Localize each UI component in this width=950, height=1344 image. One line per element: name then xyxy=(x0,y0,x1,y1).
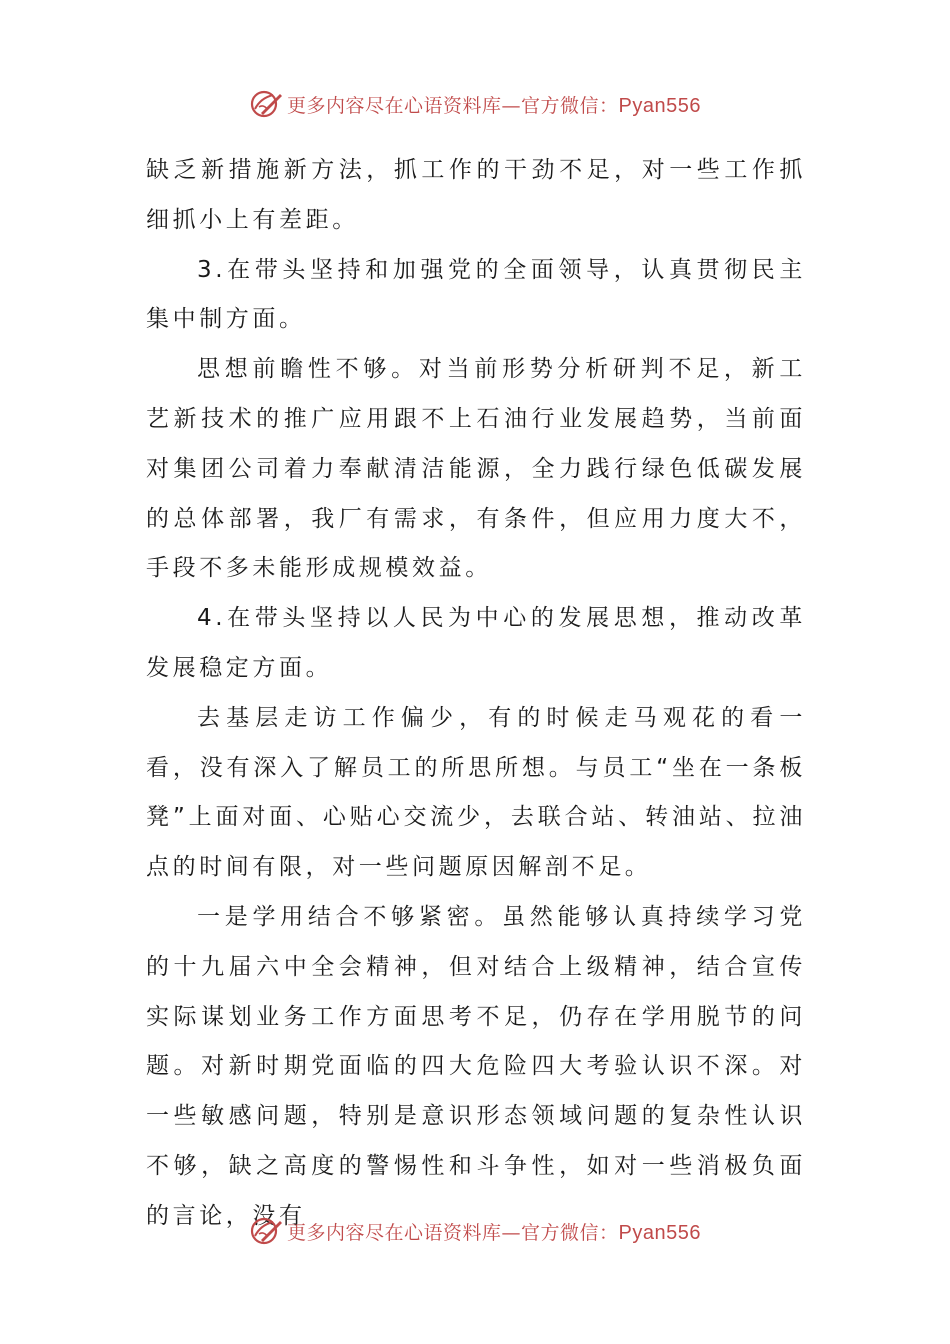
header-wechat-id: Pyan556 xyxy=(618,94,701,117)
paragraph: 思想前瞻性不够。对当前形势分析研判不足，新工艺新技术的推广应用跟不上石油行业发展趋势，当前面对集团公司着力奉献清洁能源，全力践行绿色低碳发展的总体部署，我厂有需求，有条件，但应用力度大不，手段不多未能形成规模效益。 xyxy=(146,356,806,582)
pen-logo-icon xyxy=(249,1214,283,1248)
footer-watermark xyxy=(0,1211,950,1251)
header-watermark xyxy=(0,84,950,124)
section-heading-3: 3.在带头坚持和加强党的全面领导，认真贯彻民主集中制方面。 xyxy=(146,256,806,333)
header-watermark-text: 更多内容尽在心语资料库—官方微信：Pyan556 xyxy=(287,94,701,117)
document-body xyxy=(146,146,806,1242)
paragraph-continuation: 缺乏新措施新方法，抓工作的干劲不足，对一些工作抓细抓小上有差距。 xyxy=(146,157,806,233)
paragraph: 一是学用结合不够紧密。虽然能够认真持续学习党的十九届六中全会精神，但对结合上级精神，结合宣传实际谋划业务工作方面思考不足，仍存在学用脱节的问题。对新时期党面临的四大危险四大考验认识不深。对一些敏感问题，特别是意识形态领域问题的复杂性认识不够，缺之高度的警惕性和斗争性，如对一些消极负面的言论，没有 xyxy=(146,903,806,1229)
paragraph: 去基层走访工作偏少，有的时候走马观花的看一看，没有深入了解员工的所思所想。与员工“坐在一条板凳”上面对面、心贴心交流少，去联合站、转油站、拉油点的时间有限，对一些问题原因解剖不足。 xyxy=(146,704,806,881)
footer-watermark-text: 更多内容尽在心语资料库—官方微信：Pyan556 xyxy=(287,1221,701,1244)
footer-wechat-id: Pyan556 xyxy=(618,1221,701,1244)
pen-logo-icon xyxy=(249,87,283,121)
section-heading-4: 4.在带头坚持以人民为中心的发展思想，推动改革发展稳定方面。 xyxy=(146,605,806,681)
